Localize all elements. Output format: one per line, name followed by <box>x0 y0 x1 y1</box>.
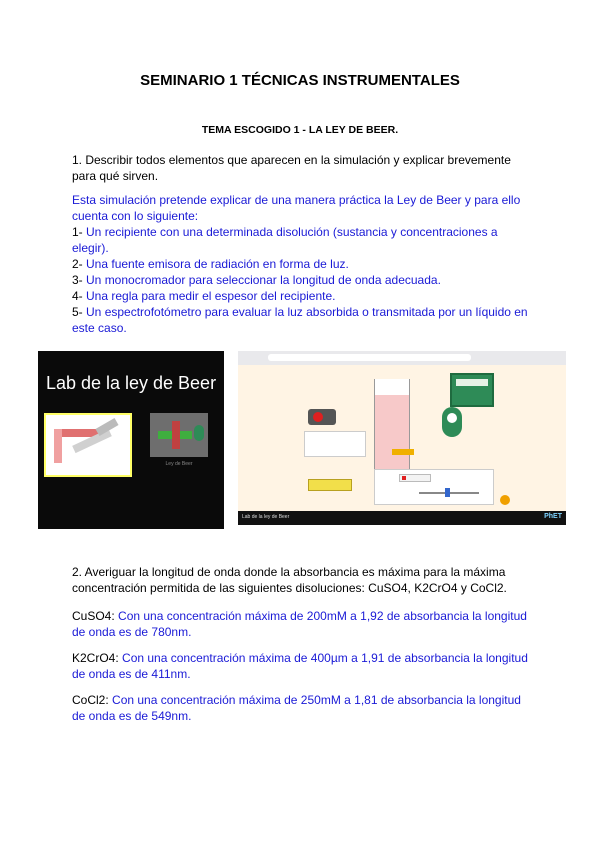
reset-button[interactable] <box>500 495 510 505</box>
answer-text: Con una concentración máxima de 200mM a 1,92 de absorbancia la longitud de onda es de 780nm. <box>72 609 527 639</box>
answer-label: CoCl2: <box>72 693 109 707</box>
absorbance-detector <box>450 373 494 407</box>
answer-text: Con una concentración máxima de 250mM a 1,81 de absorbancia la longitud de onda es de 549nm. <box>72 693 521 723</box>
answer-cuso4 <box>72 608 532 640</box>
cuvette-graphic <box>172 421 180 449</box>
concentration-slider-thumb[interactable] <box>445 488 450 497</box>
beers-law-screen-thumbnail[interactable] <box>150 413 208 457</box>
simulation-home-screenshot <box>38 351 224 529</box>
browser-toolbar <box>238 351 566 366</box>
ruler[interactable] <box>308 479 352 491</box>
item-number: 1- <box>72 225 83 239</box>
answer-k2cro4 <box>72 650 532 682</box>
answer-text: Con una concentración máxima de 400µm a 1,91 de absorbancia la longitud de onda es de 411nm. <box>72 651 528 681</box>
answer-1-intro: Esta simulación pretende explicar de una manera práctica la Ley de Beer y para ello cuenta con lo siguiente: <box>72 193 521 223</box>
solution-control-panel <box>374 469 494 505</box>
list-item <box>72 288 532 304</box>
container-graphic <box>54 429 62 463</box>
navbar-title: Lab de la ley de Beer <box>242 514 290 520</box>
item-number: 2- <box>72 257 83 271</box>
beers-law-label: Ley de Beer <box>165 461 193 467</box>
item-number: 4- <box>72 289 83 303</box>
cuvette[interactable] <box>374 379 410 476</box>
sim-navbar <box>238 511 566 525</box>
item-text: Un recipiente con una determinada disolución (sustancia y concentraciones a elegir). <box>72 225 498 255</box>
solution-select[interactable] <box>399 474 431 482</box>
address-bar[interactable] <box>268 354 471 361</box>
item-number: 3- <box>72 273 83 287</box>
answer-1 <box>72 192 532 336</box>
solution-color-swatch <box>402 476 406 480</box>
simulation-screenshot <box>238 351 566 525</box>
list-item <box>72 256 532 272</box>
lab-title: Lab de la ley de Beer <box>45 373 217 393</box>
light-source[interactable] <box>308 409 336 425</box>
solution-liquid <box>375 395 409 475</box>
item-text: Un monocromador para seleccionar la longitud de onda adecuada. <box>86 273 441 287</box>
item-text: Una fuente emisora de radiación en forma de luz. <box>86 257 349 271</box>
detector-probe[interactable] <box>442 407 462 437</box>
simulation-canvas <box>238 365 566 511</box>
item-number: 5- <box>72 305 83 319</box>
item-text: Una regla para medir el espesor del recipiente. <box>86 289 336 303</box>
question-1: 1. Describir todos elementos que aparecen en la simulación y explicar brevemente para qué sirven. <box>72 153 511 183</box>
list-item <box>72 224 532 256</box>
document-title: SEMINARIO 1 TÉCNICAS INSTRUMENTALES <box>140 72 460 89</box>
probe-lens <box>447 413 457 423</box>
answer-label: K2CrO4: <box>72 651 119 665</box>
document-subtitle: TEMA ESCOGIDO 1 - LA LEY DE BEER. <box>201 124 399 136</box>
phet-logo[interactable]: PhET <box>544 513 562 520</box>
answer-cocl2 <box>72 692 532 724</box>
power-button[interactable] <box>313 412 323 422</box>
detector-graphic <box>194 425 204 441</box>
detector-display <box>456 379 488 386</box>
question-2: 2. Averiguar la longitud de onda donde la absorbancia es máxima para la máxima concentración permitida de las siguientes disoluciones: CuSO4, K2CrO4 y CoCl2. <box>72 565 507 595</box>
transmitted-beam <box>392 449 414 455</box>
list-item <box>72 304 532 336</box>
concentration-label: Concentración <box>53 463 119 474</box>
answer-label: CuSO4: <box>72 609 115 623</box>
list-item <box>72 272 532 288</box>
item-text: Un espectrofotómetro para evaluar la luz absorbida o transmitada por un líquido en este caso. <box>72 305 528 335</box>
light-control-panel[interactable] <box>304 431 366 457</box>
